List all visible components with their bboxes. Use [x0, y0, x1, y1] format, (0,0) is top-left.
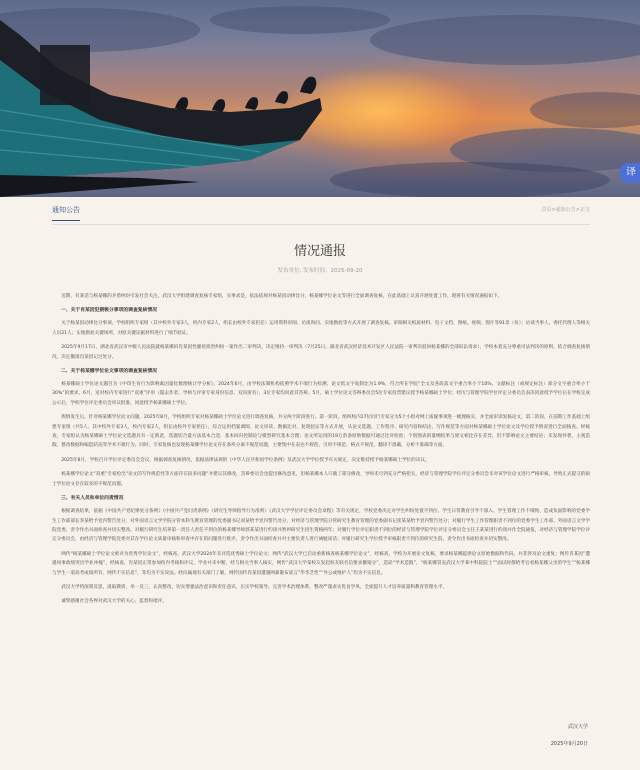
paragraph: 杨某娜学位论文“双重”专家检出“论文的写作规范性等方面存在较多问题”并建议其修改，答辩委员会也提出修改意见，但杨某娜本人只做了部分修改，导师未尽到充分严格把关，经济与管理学院学位评定分委员会未对该学位论文进行严格审核，导致正式提交的硕士学位论文存在较多的不规范问题。 [52, 472, 590, 487]
signature-organization: 武汉大学 [567, 724, 588, 730]
palace-roof-illustration [0, 0, 640, 197]
breadcrumb-home-link[interactable]: 首页 [541, 207, 552, 213]
paragraph: 根据调查结果，依据《中国共产党纪律处分条例》《中国共产党问责条例》《研究生导师指导行为准则》《武汉大学学位评定委员会章程》等有关规定，学校党委决定对学生纠纷处置不到位、学生日常教育引导不深入、学生管理工作不细致、造成负面影响的党委学生工作部部长李某给予党内警告处分，对外国语言文学学院分管本科生教育管理的党委副书记刘某给予党内警告处分，对经济与管理学院分管研究生教育管理的党委副书记崔某某给予党内警告处分；对履行学生工作管理职责不到位的党委学生工作部、外国语言文学学院党委，责令作出书面检查并切实整改。对履行研究生培养第一责任人责任不到位的杨某娜导师郭某某进行约谈并暂停研究生招生资格两年；对履行学位评定职责不到位的经济与管理学院学位评定分委员会主任王某某进行约谈并作全院通报，对经济与管理学院学位评定分委员会，由经济与管理学院党委对其在学位论文质量审核和审查中存在的问题进行批评，责令作出书面检查并对主要负责人进行诫勉谈话；对履行研究生学位授予审核职责不到位的研究生院，责令作出书面检查并切实整改。 [52, 509, 590, 543]
section-heading-1: 一、关于肖某因犯猥亵分事项的调查复核情况 [61, 308, 157, 314]
sub-navigation [52, 197, 590, 225]
section-heading-3: 三、有关人员和单位问责情况 [61, 496, 124, 502]
paragraph-intro: 近期，有某话与杨某娜的矛盾纠纷引发社会关注。武汉大学组建调查复核专家组，实事求是，依法依规对杨某因动律比分，杨某娜学位论文等进行全面调查复核，在此基础上认真开展处置工作，现将有关情况通报如下。 [61, 294, 503, 299]
paragraph: 网传“杨某娜硕士学位论文被评为优秀学位论文”，经核查，武汉大学2024年未评选优秀硕士学位论文；网传“武汉大学已启动重新核查杨某娜学位论文”，经核查，学校为开展论文复核，要求杨某娜提供论文原始数据和代码，并非涉及论文重复；网传肖某因“遭遇同事政绩突出学业冲撞”，经核查，肖某因正常参加校内考核和评议，学业并未中断，经与相关当事人核实，网传“武汉大学某校友发起校友联名信要求撤销分”，造谣“学术造假”，“杨某娜冒充武汉大学某中科院院士”“面试时都给考官看杨某娜父亲的学生”“杨某娜与学生一道高考成绩所有，网传不实信息”，等均为不实说法。经向属地有关部门了解，网传国传肖某因遭遇网暴散布谣言“华华乏性”“外公或维护人”均为不实信息。 [52, 551, 590, 576]
paragraph: 关于杨某因动律比分事项。学校组织专家组（其中校外专家3人，校内专家2人，组长由校外专家担任）运用资料审阅、访谈询问、实地勘验等方式开展了调查复核。审阅相关纸质材料、电子文档、图纸、视频、图片等91章（份）；访谈当事人、委托代理人等相关人员21人；实地勘验关键场所，对原关键证据材料进行了细节验证。 [52, 321, 590, 336]
tab-notices[interactable]: 通知公告 [52, 206, 80, 221]
section-heading-2: 二、关于杨某娜学位论文事项的调查复核情况 [61, 369, 157, 375]
paragraph: 武汉大学将深刻反思，汲取教训，举一反三，认真整改，切实增强法治意识和责任意识，压实学校领导、完善学术治理体系，整改严谨求实优良学风，全面提升人才培养质量和教育管理水平。 [61, 584, 448, 590]
paragraph: 2025年8月，学校召开学位评定委员会会议，根据调查复核情况，依据法律法规的《中华人民共和国学位条例》及武汉大学学位授予有关规定，决定维持授予杨某娜硕士学位的决议。 [61, 457, 430, 463]
breadcrumb-current: 正文 [579, 207, 590, 213]
hero-banner [0, 0, 640, 197]
translate-button[interactable]: 译 [620, 163, 640, 183]
paragraph: 舆情发生后，针对杨某娜学位论文问题，2025年8月，学校组织专家对杨某娜硕士学位论文进行调查复核，共分两个阶段进行。第一阶段，组织校内17位同行专家分为5个小组对网上质疑事项进一梳理核实，并全面审读复核论文，第二阶段，在前期工作基础上组建专家组（共5人，其中校外专家3人，校内专家2人，组长由校外专家担任），综合运用档案调阅、论文审读、数据比对、复现验证等方式开展，从论文选题、工作程序、研究内容和结论、写作规范等方面对杨某娜硕士学位论文及学位授予情况进行全面核查。经核查，专家组认为杨某娜硕士学位论文选题具有一定新意，选题切合量方法基本合适，基本回归控制论与模型研究基本合理；论文所运用的19万余条原始数据可通过比对检验；个别图表的量纲结果与原文相比存在差异，但不影响论文主要结论；未发现抄袭、主观造假、篡改数据和编造结论等学术不端行为。同时，专家复核也发现杨某娜学位论文存在条块分离不规范问题，主要集中在表达不规范、引用不规范、格式不规范、翻译不准确，分析不准确等方面。 [52, 415, 590, 449]
breadcrumb-notices-link[interactable]: 通知公告 [555, 207, 576, 213]
signature-date: 2025年9月20日 [550, 741, 588, 747]
breadcrumb-separator: > [575, 207, 580, 213]
breadcrumb-separator: > [551, 207, 556, 213]
breadcrumb [542, 207, 590, 213]
article-meta: 发布单位: 发布时间：2025-09-20 [277, 268, 363, 274]
paragraph: 诚挚感谢社会各界对武汉大学的关心、监督和批评。 [61, 599, 167, 605]
article-title: 情况通报 [293, 244, 346, 259]
article-body [52, 292, 590, 612]
paragraph: 2025年9月17日，湖北省武汉市中级人民法院就杨某娜诉肖某因性骚扰损害纠纷一案作出二审判决，决定维持一审判决（7月25日，湖北省武汉经济技术开发区人民法院一审判决驳回杨某娜的全部诉讼请求），学校本着充分尊重司法判决的原则，结合调查复核情况，决定撤销肖某因记过处分。 [52, 345, 590, 360]
paragraph: 杨某娜硕士学位论文题目为《中印生育行为影响素因量化数理统计学分析》，2024年6月，由学校法制机构依照学术不端行为检测、论文低文字复制比为1.9%，符合所在学院“全文及各段落文字重合率小于10%、文献标注（或规定标注）部分文字重合率小于30%”的要求。6月，送对校内专家进行“双重”评审（隐去作者、导师与评审专家身份信息、双向匿名），3位专家均同意其答辩。5月，硕士学位论文答辩委员会5位专家投票建议授予杨某娜硕士学位；经历与管理学院学位评定分委员会表决同意授予学位后在学校完成公示后，学校学位评定委员会审议批准，同意授予杨某娜硕士学位。 [52, 382, 590, 406]
